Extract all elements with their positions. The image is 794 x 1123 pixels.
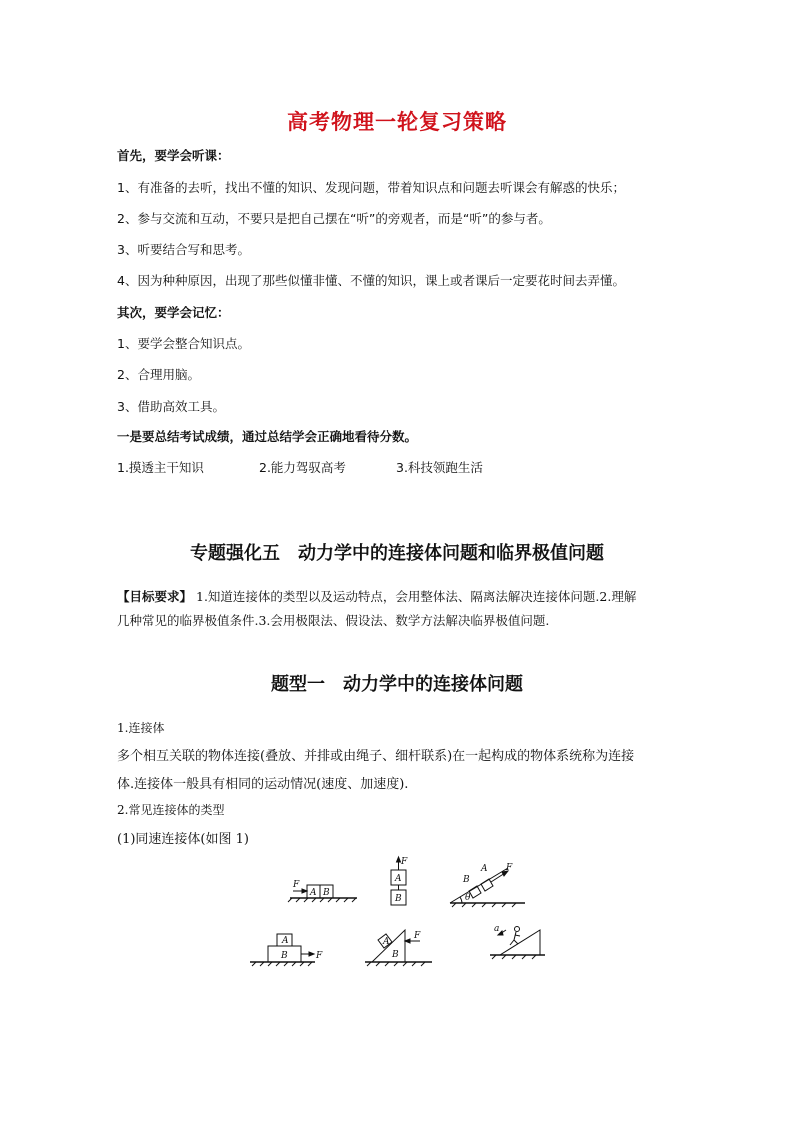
block-b-label: B: [463, 875, 470, 885]
force-label: F: [293, 880, 300, 890]
tip-item: 2.能力驾驭高考: [259, 460, 346, 475]
body-line: 2.常见连接体的类型: [117, 803, 225, 817]
block-b-label: B: [392, 950, 399, 960]
angle-label: θ: [465, 893, 471, 903]
list-item: 3、听要结合写和思考。: [117, 242, 250, 257]
goal-text-line2: 几种常见的临界极值条件.3.会用极限法、假设法、数学方法解决临界极值问题.: [117, 613, 550, 628]
connected-body-figures: [0, 850, 794, 980]
list-item: 4、因为种种原因，出现了那些似懂非懂、不懂的知识，课上或者课后一定要花时间去弄懂。: [117, 273, 625, 288]
type1-title: 题型一 动力学中的连接体问题: [271, 674, 523, 695]
section2-heading: 其次，要学会记忆：: [117, 305, 230, 320]
figure-incline-pull: [450, 868, 525, 907]
incline: [500, 930, 540, 955]
goal-paragraph: [117, 585, 687, 633]
page-title: 高考物理一轮复习策略: [287, 110, 507, 134]
block-b-label: B: [395, 894, 402, 904]
tip-item: 1.摸透主干知识: [117, 460, 204, 475]
body-line: 多个相互关联的物体连接(叠放、并排或由绳子、细杆联系)在一起构成的物体系统称为连接: [117, 749, 635, 764]
summary-line: 一是要总结考试成绩，通过总结学会正确地看待分数。: [117, 429, 418, 444]
force-label: F: [401, 857, 408, 867]
block-a-label: A: [383, 937, 390, 947]
person-icon: [515, 927, 520, 932]
force-label: F: [316, 951, 323, 961]
block-a: [481, 879, 493, 891]
block-a-label: A: [282, 936, 289, 946]
force-label: F: [414, 931, 421, 941]
body-line: (1)同速连接体(如图 1): [117, 832, 249, 847]
block-a-label: A: [395, 874, 402, 884]
goal-tag: 【目标要求】: [117, 589, 193, 604]
list-item: 2、合理用脑。: [117, 367, 200, 382]
block-a-label: A: [310, 888, 317, 898]
tip-item: 3.科技领跑生活: [396, 460, 483, 475]
topic-title: 专题强化五 动力学中的连接体问题和临界极值问题: [190, 543, 604, 564]
list-item: 3、借助高效工具。: [117, 399, 225, 414]
accel-label: a: [494, 924, 500, 934]
list-item: 2、参与交流和互动，不要只是把自己摆在“听”的旁观者，而是“听”的参与者。: [117, 211, 551, 226]
block-b-label: B: [281, 951, 288, 961]
section1-heading: 首先，要学会听课：: [117, 148, 230, 163]
goal-text-line1: 1.知道连接体的类型以及运动特点，会用整体法、隔离法解决连接体问题.2.理解: [192, 589, 637, 604]
body-line: 体.连接体一般具有相同的运动情况(速度、加速度).: [117, 777, 409, 792]
block-a-label: A: [481, 864, 488, 874]
list-item: 1、要学会整合知识点。: [117, 336, 250, 351]
force-label: F: [506, 863, 513, 873]
block-b: [469, 886, 481, 898]
body-line: 1.连接体: [117, 721, 165, 735]
figure-wedge-block: [365, 930, 432, 966]
list-item: 1、有准备的去听，找出不懂的知识、发现问题，带着知识点和问题去听课会有解惑的快乐；: [117, 180, 625, 195]
block-b-label: B: [323, 888, 330, 898]
